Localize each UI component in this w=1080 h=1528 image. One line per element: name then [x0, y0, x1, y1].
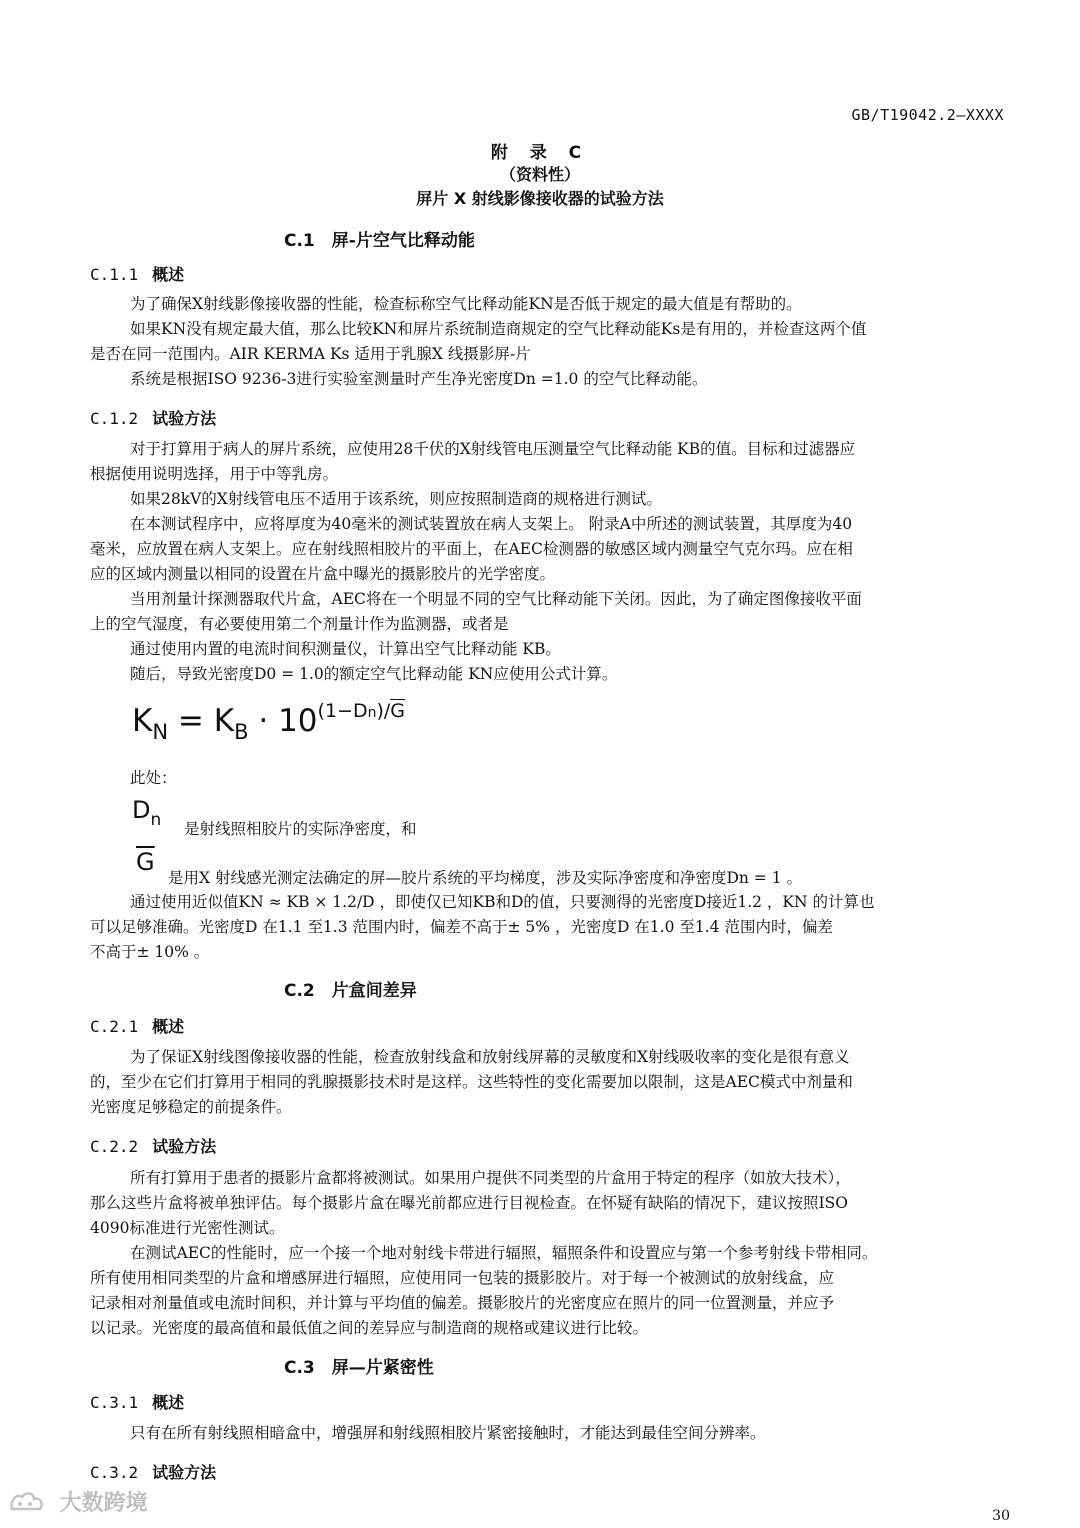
paragraph-c1-1 [90, 292, 1006, 392]
text-line: 4090标准进行光密性测试。 [90, 1219, 285, 1237]
subsection-c3-2 [90, 1460, 216, 1483]
formula-operator: = [168, 703, 214, 739]
subsection-title: 试验方法 [152, 1463, 217, 1482]
watermark-text: 大数跨境 [59, 1491, 148, 1516]
text-line: 为了保证X射线图像接收器的性能，检查放射线盒和放射线屏幕的灵敏度和X射线吸收率的变化是很有意义 [130, 1048, 850, 1066]
text-line: 在测试AEC的性能时，应一个接一个地对射线卡带进行辐照，辐照条件和设置应与第一个参考射线卡带相同。 [130, 1244, 878, 1262]
subsection-title: 试验方法 [152, 409, 217, 428]
formula-exponent: (1−D [317, 700, 368, 722]
text-line: 毫米，应放置在病人支架上。应在射线照相胶片的平面上，在AEC检测器的敏感区域内测量空气克尔玛。应在相 [90, 540, 853, 558]
formula-exponent: )/ [376, 700, 391, 722]
text-line: 应的区域内测量以相同的设置在片盒中曝光的摄影胶片的光学密度。 [90, 565, 556, 583]
formula-kn [132, 700, 405, 744]
watermark [8, 1486, 148, 1517]
text-line: 上的空气湿度，有必要使用第二个剂量计作为监测器，或者是 [90, 615, 509, 633]
subsection-c2-2 [90, 1134, 216, 1157]
section-c2-heading: C.2 片盒间差异 [284, 981, 417, 1001]
text-line: 是否在同一范围内。AIR KERMA Ks 适用于乳腺X 线摄影屏-片 [90, 345, 531, 363]
subsection-title: 概述 [152, 1393, 185, 1412]
subsection-title: 概述 [152, 1017, 185, 1036]
text-line: 记录相对剂量值或电流时间积，并计算与平均值的偏差。摄影胶片的光密度应在照片的同一位置测量，并应予 [90, 1294, 835, 1312]
formula-symbol: K [213, 703, 235, 739]
paragraph-c1-2 [90, 437, 1006, 687]
text-line: 以记录。光密度的最高值和最低值之间的差异应与制造商的规格或建议进行比较。 [90, 1319, 649, 1337]
symbol-letter: D [132, 796, 151, 824]
formula-symbol: K [132, 703, 153, 739]
text-line: 那么这些片盒将被单独评估。每个摄影片盒在曝光前都应进行目视检查。在怀疑有缺陷的情况下，建议按照ISO [90, 1194, 848, 1212]
text-line: 随后，导致光密度D0 = 1.0的额定空气比释动能 KN应使用公式计算。 [130, 665, 618, 683]
text-line: 的，至少在它们打算用于相同的乳腺摄影技术时是这样。这些特性的变化需要加以限制，这是AEC模式中剂量和 [90, 1073, 853, 1091]
paragraph-c2-1 [90, 1045, 1006, 1120]
paragraph-c2-2 [90, 1166, 1006, 1341]
text-line: 在本测试程序中，应将厚度为40毫米的测试装置放在病人支架上。 附录A中所述的测试装置，其厚度为40 [130, 515, 853, 533]
text-line: 为了确保X射线影像接收器的性能，检查标称空气比释动能KN是否低于规定的最大值是有帮助的。 [130, 295, 802, 313]
text-line: 不高于± 10% 。 [90, 943, 210, 961]
symbol-g: $\overline{G}$ [136, 848, 155, 876]
section-c3-heading: C.3 屏—片紧密性 [284, 1358, 434, 1378]
formula-subscript: N [152, 720, 169, 744]
subsection-title: 概述 [152, 265, 185, 284]
formula-exponent: n [367, 705, 377, 721]
text-line: 通过使用近似值KN ≈ KB × 1.2/D ，即使仅已知KB和D的值，只要测得的光密度D接近1.2 ，KN 的计算也 [130, 893, 875, 911]
text-line: 系统是根据ISO 9236-3进行实验室测量时产生净光密度Dn =1.0 的空气比释动能。 [130, 370, 708, 388]
text-line: 所有使用相同类型的片盒和增感屏进行辐照，应使用同一包装的摄影胶片。对于每一个被测试的放射线盒，应 [90, 1269, 835, 1287]
paragraph-c1-approx [90, 890, 1006, 965]
subsection-number: C.1.2 [90, 409, 139, 428]
subsection-c1-2 [90, 406, 216, 429]
text-line: 可以足够准确。光密度D 在1.1 至1.3 范围内时，偏差不高于± 5% ，光密度D 在1.0 至1.4 范围内时，偏差 [90, 918, 833, 936]
symbol-dn [132, 796, 161, 830]
text-line: 只有在所有射线照相暗盒中，增强屏和射线照相胶片紧密接触时，才能达到最佳空间分辨率。 [130, 1424, 766, 1442]
appendix-title: 附 录 C [490, 143, 590, 163]
text-line: 所有打算用于患者的摄影片盒都将被测试。如果用户提供不同类型的片盒用于特定的程序（如放大技术）， [130, 1169, 851, 1187]
appendix-nature: （资料性） [499, 165, 580, 184]
formula-operator: · 10 [248, 703, 318, 739]
text-line: 光密度足够稳定的前提条件。 [90, 1098, 292, 1116]
subsection-c2-1 [90, 1014, 184, 1037]
text-line: 如果28kV的X射线管电压不适用于该系统，则应按照制造商的规格进行测试。 [130, 490, 662, 508]
subsection-title: 试验方法 [152, 1137, 217, 1156]
subsection-number: C.1.1 [90, 265, 139, 284]
paragraph-c3-1 [90, 1421, 1006, 1446]
formula-subscript: B [234, 720, 249, 744]
document-code: GB/T19042.2—XXXX [851, 106, 1004, 124]
subsection-number: C.3.2 [90, 1463, 139, 1482]
subsection-c1-1 [90, 262, 184, 285]
dn-definition: 是射线照相胶片的实际净密度，和 [184, 820, 417, 838]
text-line: 如果KN没有规定最大值，那么比较KN和屏片系统制造商规定的空气比释动能Ks是有用的，并检查这两个值 [130, 320, 867, 338]
section-c1-heading: C.1 屏-片空气比释动能 [284, 231, 475, 251]
text-line: 根据使用说明选择，用于中等乳房。 [90, 465, 339, 483]
formula-exponent: $\overline{G}$ [390, 700, 406, 722]
symbol-subscript: n [150, 810, 162, 830]
text-line: 通过使用内置的电流时间积测量仪，计算出空气比释动能 KB。 [130, 640, 561, 658]
subsection-c3-1 [90, 1390, 184, 1413]
watermark-logo-icon [8, 1489, 52, 1515]
text-line: 当用剂量计探测器取代片盒，AEC将在一个明显不同的空气比释动能下关闭。因此，为了确定图像接收平面 [130, 590, 862, 608]
text-line: 对于打算用于病人的屏片系统，应使用28千伏的X射线管电压测量空气比释动能 KB的值。目标和过滤器应 [130, 440, 856, 458]
appendix-subtitle: 屏片 X 射线影像接收器的试验方法 [416, 189, 664, 208]
subsection-number: C.2.1 [90, 1017, 139, 1036]
subsection-number: C.3.1 [90, 1393, 139, 1412]
g-definition: 是用X 射线感光测定法确定的屏—胶片系统的平均梯度，涉及实际净密度和净密度Dn = 1 。 [168, 869, 803, 887]
page-number: 30 [992, 1508, 1010, 1524]
where-label: 此处： [130, 769, 177, 787]
subsection-number: C.2.2 [90, 1137, 139, 1156]
